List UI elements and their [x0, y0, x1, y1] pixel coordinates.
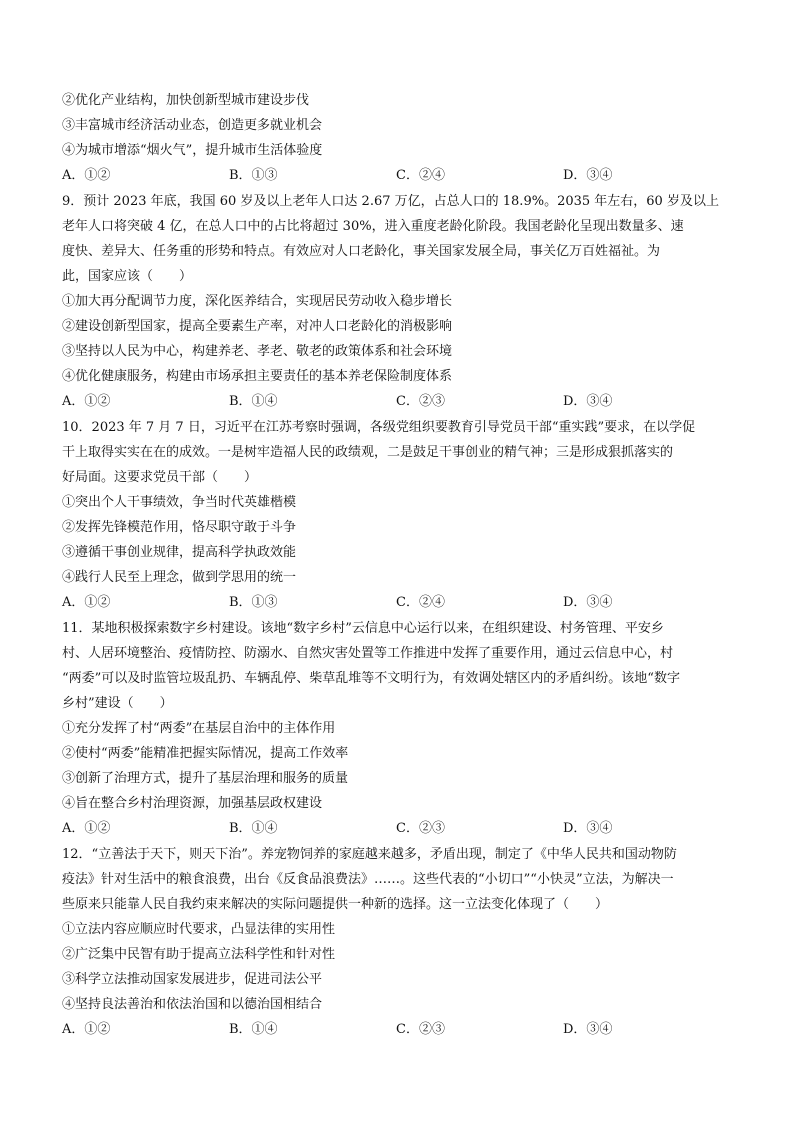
question-stem-line: 10．2023 年 7 月 7 日，习近平在江苏考察时强调，各级党组织要教育引导党员干部“重实践”要求，在以学促 [62, 420, 696, 435]
option-2: ②优化产业结构，加快创新型城市建设步伐 [62, 93, 310, 108]
option-3: ③坚持以人民为中心，构建养老、孝老、敬老的政策体系和社会环境 [62, 344, 453, 359]
page-content [62, 88, 734, 1042]
choice-a[interactable]: A．①② [62, 821, 111, 836]
question-stem-line: 些原来只能靠人民自我约束来解决的实际问题提供一种新的选择。这一立法变化体现了（ ） [62, 897, 609, 912]
question-stem-line: 9．预计 2023 年底，我国 60 岁及以上老年人口达 2.67 万亿，占总人口的 18.9%。2035 年左右，60 岁及以上 [62, 194, 719, 209]
question-stem-line: 乡村”建设（ ） [62, 696, 173, 711]
choice-d[interactable]: D．③④ [563, 168, 613, 183]
choice-a[interactable]: A．①② [62, 394, 111, 409]
option-2: ②使村“两委”能精准把握实际情况，提高工作效率 [62, 746, 349, 761]
option-2: ②发挥先锋模范作用，恪尽职守敢于斗争 [62, 520, 297, 535]
question-9 [62, 189, 734, 414]
question-8-tail [62, 88, 734, 188]
choice-c[interactable]: C．②④ [396, 168, 445, 183]
choice-a[interactable]: A．①② [62, 168, 111, 183]
choice-a[interactable]: A．①② [62, 595, 111, 610]
question-11 [62, 616, 734, 841]
question-stem-line: 疫法》针对生活中的粮食浪费，出台《反食品浪费法》……。这些代表的“小切口”“小快灵”立法，为解决一 [62, 872, 674, 887]
choice-c[interactable]: C．②③ [396, 394, 445, 409]
answer-choices [62, 816, 734, 841]
question-12 [62, 842, 734, 1042]
question-stem-line: 度快、差异大、任务重的形势和特点。有效应对人口老龄化，事关国家发展全局，事关亿万百姓福祉。为 [62, 244, 661, 259]
choice-b[interactable]: B．①④ [229, 1022, 278, 1037]
option-1: ①充分发挥了村“两委”在基层自治中的主体作用 [62, 721, 336, 736]
question-stem-line: 此，国家应该（ ） [62, 269, 193, 284]
option-3: ③丰富城市经济活动业态，创造更多就业机会 [62, 118, 323, 133]
choice-b[interactable]: B．①④ [229, 821, 278, 836]
choice-d[interactable]: D．③④ [563, 595, 613, 610]
option-1: ①突出个人干事绩效，争当时代英雄楷模 [62, 495, 297, 510]
answer-choices [62, 1017, 734, 1042]
answer-choices [62, 590, 734, 615]
question-stem-line: 村、人居环境整治、疫情防控、防溺水、自然灾害处置等工作推进中发挥了重要作用，通过云信息中心，村 [62, 646, 674, 661]
choice-c[interactable]: C．②④ [396, 595, 445, 610]
option-1: ①加大再分配调节力度，深化医养结合，实现居民劳动收入稳步增长 [62, 294, 453, 309]
choice-c[interactable]: C．②③ [396, 1022, 445, 1037]
choice-d[interactable]: D．③④ [563, 821, 613, 836]
question-10 [62, 415, 734, 615]
option-2: ②广泛集中民智有助于提高立法科学性和针对性 [62, 947, 336, 962]
choice-b[interactable]: B．①③ [229, 595, 278, 610]
question-stem-line: 11．某地积极探索数字乡村建设。该地“数字乡村”云信息中心运行以来，在组织建设、村务管理、平安乡 [62, 621, 664, 636]
question-stem-line: 干上取得实实在在的成效。一是树牢造福人民的政绩观，二是鼓足干事创业的精气神；三是形成狠抓落实的 [62, 445, 674, 460]
choice-a[interactable]: A．①② [62, 1022, 111, 1037]
option-4: ④践行人民至上理念，做到学思用的统一 [62, 570, 297, 585]
option-4: ④为城市增添“烟火气”，提升城市生活体验度 [62, 143, 323, 158]
option-2: ②建设创新型国家，提高全要素生产率，对冲人口老龄化的消极影响 [62, 319, 453, 334]
option-4: ④旨在整合乡村治理资源，加强基层政权建设 [62, 796, 323, 811]
option-3: ③遵循干事创业规律，提高科学执政效能 [62, 545, 297, 560]
question-stem-line: “两委”可以及时监管垃圾乱扔、车辆乱停、柴草乱堆等不文明行为，有效调处辖区内的矛盾纠纷。该地“数字 [62, 671, 680, 686]
choice-d[interactable]: D．③④ [563, 1022, 613, 1037]
option-3: ③科学立法推动国家发展进步，促进司法公平 [62, 972, 323, 987]
question-stem-line: 12．“立善法于天下，则天下治”。养宠物饲养的家庭越来越多，矛盾出现，制定了《中华人民共和国动物防 [62, 847, 677, 862]
choice-d[interactable]: D．③④ [563, 394, 613, 409]
option-3: ③创新了治理方式，提升了基层治理和服务的质量 [62, 771, 349, 786]
question-stem-line: 好局面。这要求党员干部（ ） [62, 470, 258, 485]
answer-choices [62, 389, 734, 414]
choice-b[interactable]: B．①④ [229, 394, 278, 409]
answer-choices [62, 163, 734, 188]
option-1: ①立法内容应顺应时代要求，凸显法律的实用性 [62, 922, 336, 937]
choice-b[interactable]: B．①③ [229, 168, 278, 183]
choice-c[interactable]: C．②③ [396, 821, 445, 836]
question-stem-line: 老年人口将突破 4 亿，在总人口中的占比将超过 30%，进入重度老龄化阶段。我国老龄化呈现出数量多、速 [62, 219, 684, 234]
option-4: ④坚持良法善治和依法治国和以德治国相结合 [62, 997, 323, 1012]
option-4: ④优化健康服务，构建由市场承担主要责任的基本养老保险制度体系 [62, 369, 453, 384]
